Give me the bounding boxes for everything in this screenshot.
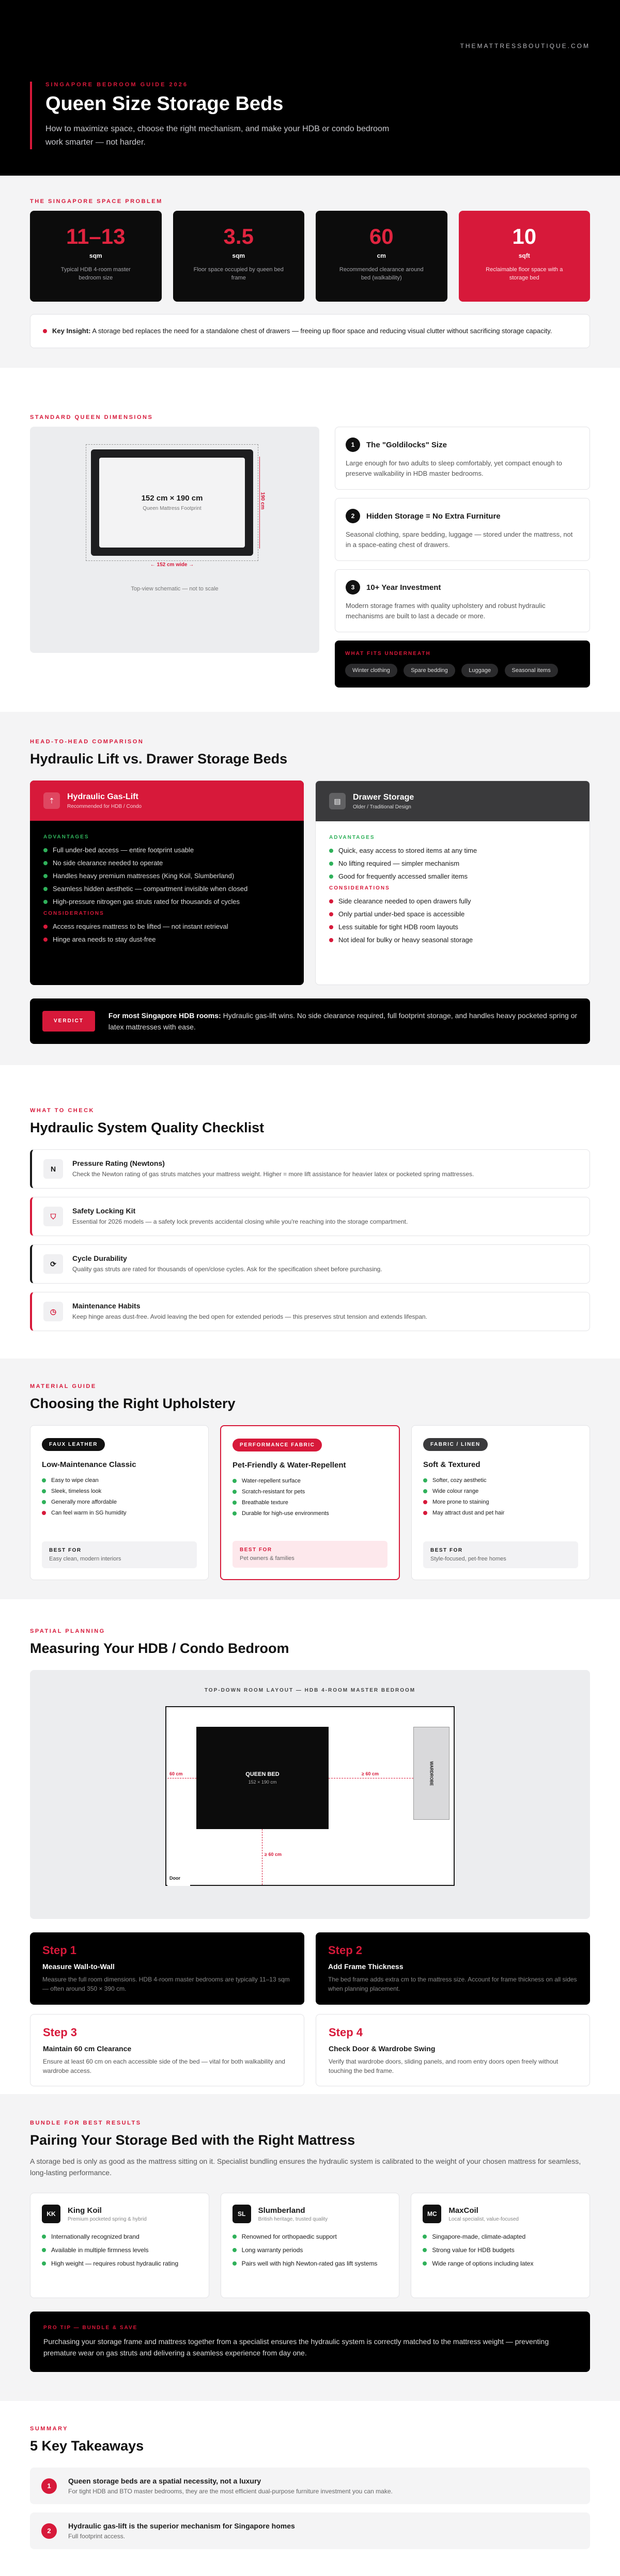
insight-label: Key Insight: bbox=[52, 327, 91, 335]
stat-value: 11–13 bbox=[66, 224, 126, 248]
shield-icon: ⛉ bbox=[43, 1207, 63, 1226]
site-brand[interactable]: THEMATTRESSBOUTIQUE.COM bbox=[460, 42, 590, 50]
checklist-item bbox=[30, 1244, 590, 1284]
stat-card bbox=[173, 211, 305, 302]
drawer-icon: ▤ bbox=[329, 793, 346, 809]
feature-desc: Large enough for two adults to sleep comfortably, yet compact enough to preserve walkability in HDB master bedrooms. bbox=[346, 459, 562, 477]
section-title: 5 Key Takeaways bbox=[30, 2438, 144, 2454]
clearance-right-label: ≥ 60 cm bbox=[362, 1771, 379, 1776]
feature-card bbox=[335, 427, 590, 490]
plan-bed-label: QUEEN BED bbox=[245, 1771, 280, 1777]
advantages-list bbox=[43, 846, 290, 905]
stat-value: 60 bbox=[369, 224, 394, 248]
list-item: Access requires mattress to be lifted — not instant retrieval bbox=[43, 923, 290, 930]
material-tag: FAUX LEATHER bbox=[42, 1438, 105, 1451]
drawer-column bbox=[315, 780, 590, 985]
list-item: High weight — requires robust hydraulic rating bbox=[42, 2259, 197, 2268]
door-label: Door bbox=[169, 1876, 180, 1881]
plan-bed bbox=[196, 1727, 329, 1829]
list-item: Durable for high-use environments bbox=[233, 1510, 388, 1517]
stat-card bbox=[30, 211, 162, 302]
section-title: Hydraulic System Quality Checklist bbox=[30, 1120, 265, 1135]
list-item: Renowned for orthopaedic support bbox=[233, 2232, 388, 2241]
clock-icon: ◷ bbox=[43, 1302, 63, 1321]
step-desc: Measure the full room dimensions. HDB 4-room master bedrooms are typically 11–13 sqm — often around 350 × 390 cm. bbox=[42, 1976, 290, 1992]
list-item: Full under-bed access — entire footprint usable bbox=[43, 846, 290, 854]
material-title: Pet-Friendly & Water-Repellent bbox=[233, 1461, 346, 1470]
number-icon: 1 bbox=[346, 438, 360, 452]
item-title: Safety Locking Kit bbox=[72, 1207, 136, 1215]
list-item: Singapore-made, climate-adapted bbox=[423, 2232, 578, 2241]
fits-title: WHAT FITS UNDERNEATH bbox=[345, 651, 431, 657]
upholstery-card-highlight bbox=[220, 1425, 400, 1580]
considerations-list bbox=[43, 923, 290, 943]
verdict-badge: VERDICT bbox=[42, 1011, 95, 1032]
stat-value: 10 bbox=[512, 224, 537, 248]
bundle-section bbox=[0, 2094, 620, 2401]
measure-section bbox=[0, 1599, 620, 2094]
item-title: Maintenance Habits bbox=[72, 1302, 141, 1310]
brand-card bbox=[221, 2193, 400, 2298]
list-item: Handles heavy premium mattresses (King Koil, Slumberland) bbox=[43, 872, 290, 880]
step-number: Step 2 bbox=[328, 1944, 363, 1957]
takeaway-item bbox=[30, 2512, 590, 2549]
section-intro: A storage bed is only as good as the mattress sitting on it. Specialist bundling ensures the hydraulic system is calibrated to the weight of your chosen mattress for seamless, long-lasting performance. bbox=[30, 2157, 581, 2177]
lift-icon: ⇡ bbox=[43, 792, 60, 809]
material-title: Soft & Textured bbox=[423, 1460, 481, 1469]
verdict-banner bbox=[30, 998, 590, 1044]
stat-card bbox=[316, 211, 447, 302]
step-title: Add Frame Thickness bbox=[328, 1962, 404, 1971]
step-card bbox=[30, 1932, 304, 2005]
list-item: Softer, cozy aesthetic bbox=[423, 1477, 578, 1484]
item-desc: Keep hinge areas dust-free. Avoid leaving the bed open for extended periods — this preserves strut tension and extends lifespan. bbox=[72, 1313, 427, 1320]
upholstery-card bbox=[411, 1425, 590, 1580]
best-for-box: BEST FOR Easy clean, modern interiors bbox=[42, 1541, 197, 1568]
section-title: Choosing the Right Upholstery bbox=[30, 1396, 236, 1411]
item-title: Pressure Rating (Newtons) bbox=[72, 1159, 165, 1167]
number-icon: 3 bbox=[346, 580, 360, 595]
section-eyebrow: MATERIAL GUIDE bbox=[30, 1383, 97, 1390]
step-desc: The bed frame adds extra cm to the mattress size. Account for frame thickness on all sides when planning placement. bbox=[328, 1976, 577, 1992]
hero-eyebrow: SINGAPORE BEDROOM GUIDE 2026 bbox=[45, 82, 188, 88]
list-item: Good for frequently accessed smaller items bbox=[329, 872, 576, 880]
verdict-text: Hydraulic gas-lift wins. No side clearance required, full footprint storage, and handles heavy pocketed spring or latex mattresses with ease. bbox=[108, 1011, 578, 1031]
takeaway-title: Hydraulic gas-lift is the superior mechanism for Singapore homes bbox=[68, 2522, 295, 2530]
fit-chip: Winter clothing bbox=[345, 664, 397, 677]
takeaway-title: Queen storage beds are a spatial necessity, not a luxury bbox=[68, 2477, 261, 2485]
feature-title: 10+ Year Investment bbox=[366, 583, 441, 592]
stats-row bbox=[30, 211, 590, 302]
step-number: Step 1 bbox=[42, 1944, 77, 1957]
step-title: Measure Wall-to-Wall bbox=[42, 1962, 115, 1971]
stat-card-highlight bbox=[459, 211, 591, 302]
column-title: Drawer Storage bbox=[353, 792, 414, 802]
step-title: Maintain 60 cm Clearance bbox=[43, 2044, 132, 2053]
list-item: No lifting required — simpler mechanism bbox=[329, 860, 576, 867]
takeaway-desc: Full footprint access. bbox=[68, 2533, 126, 2540]
space-problem-section bbox=[0, 176, 620, 368]
brand-sub: Premium pocketed spring & hybrid bbox=[68, 2216, 147, 2222]
feature-card bbox=[335, 569, 590, 632]
checklist-section bbox=[0, 1065, 620, 1359]
considerations-label: CONSIDERATIONS bbox=[43, 911, 104, 916]
pro-tip-banner bbox=[30, 2312, 590, 2372]
section-eyebrow: SUMMARY bbox=[30, 2426, 68, 2432]
section-eyebrow: WHAT TO CHECK bbox=[30, 1107, 95, 1114]
section-eyebrow: BUNDLE FOR BEST RESULTS bbox=[30, 2120, 142, 2126]
list-item: Seamless hidden aesthetic — compartment invisible when closed bbox=[43, 885, 290, 893]
clearance-bottom-label: ≥ 60 cm bbox=[265, 1852, 282, 1857]
column-title: Hydraulic Gas-Lift bbox=[67, 792, 138, 801]
brand-logo: KK bbox=[42, 2205, 60, 2223]
number-icon: 2 bbox=[346, 509, 360, 523]
brand-sub: British heritage, trusted quality bbox=[258, 2216, 328, 2222]
section-eyebrow: THE SINGAPORE SPACE PROBLEM bbox=[30, 198, 163, 205]
item-title: Cycle Durability bbox=[72, 1254, 127, 1262]
hero bbox=[0, 0, 620, 176]
feature-card bbox=[335, 498, 590, 561]
number-icon: 1 bbox=[41, 2478, 57, 2494]
list-item: Less suitable for tight HDB room layouts bbox=[329, 923, 576, 931]
list-item: Not ideal for bulky or heavy seasonal storage bbox=[329, 936, 576, 944]
bed-size: 152 cm × 190 cm bbox=[141, 494, 203, 503]
upholstery-section bbox=[0, 1359, 620, 1599]
feature-title: Hidden Storage = No Extra Furniture bbox=[366, 511, 501, 521]
material-title: Low-Maintenance Classic bbox=[42, 1460, 136, 1469]
schematic-note: Top-view schematic — not to scale bbox=[131, 586, 219, 592]
fit-chip: Luggage bbox=[461, 664, 498, 677]
pro-tip-text: Purchasing your storage frame and mattress together from a specialist ensures the hydraulic system is correctly matched to the mattress weight — preventing premature wear on gas struts and delivering a seamless experience from day one. bbox=[43, 2337, 549, 2357]
hydraulic-column bbox=[30, 780, 304, 985]
list-item: Available in multiple firmness levels bbox=[42, 2246, 197, 2254]
list-item: Sleek, timeless look bbox=[42, 1488, 197, 1494]
list-item: Side clearance needed to open drawers fully bbox=[329, 897, 576, 905]
upholstery-card bbox=[30, 1425, 209, 1580]
list-item: Strong value for HDB budgets bbox=[423, 2246, 578, 2254]
number-icon: 2 bbox=[41, 2523, 57, 2539]
page-title: Queen Size Storage Beds bbox=[45, 93, 284, 115]
brand-name: King Koil bbox=[68, 2206, 102, 2215]
item-desc: Quality gas struts are rated for thousands of open/close cycles. Ask for the specification sheet before purchasing. bbox=[72, 1266, 382, 1273]
stat-desc: Reclaimable floor space with a storage bed bbox=[486, 267, 563, 281]
bed-caption: Queen Mattress Footprint bbox=[143, 506, 202, 511]
list-item: Water-repellent surface bbox=[233, 1478, 388, 1484]
door-gap bbox=[167, 1884, 190, 1886]
list-item: Long warranty periods bbox=[233, 2246, 388, 2254]
material-tag: PERFORMANCE FABRIC bbox=[233, 1439, 322, 1451]
checklist-item bbox=[30, 1149, 590, 1189]
list-item: Pairs well with high Newton-rated gas lift systems bbox=[233, 2259, 388, 2268]
verdict-bold: For most Singapore HDB rooms: bbox=[108, 1011, 221, 1020]
pro-tip-label: PRO TIP — BUNDLE & SAVE bbox=[43, 2325, 138, 2331]
takeaway-desc: For tight HDB and BTO master bedrooms, they are the most efficient dual-purpose furniture investment you can make. bbox=[68, 2488, 393, 2495]
step-card bbox=[316, 1932, 590, 2005]
dimensions-section bbox=[0, 368, 620, 712]
what-fits-panel bbox=[335, 641, 590, 688]
list-item: Internationally recognized brand bbox=[42, 2232, 197, 2241]
section-title: Measuring Your HDB / Condo Bedroom bbox=[30, 1641, 289, 1656]
key-insight-callout bbox=[30, 314, 590, 348]
list-item: High-pressure nitrogen gas struts rated for thousands of cycles bbox=[43, 898, 290, 905]
stat-desc: Typical HDB 4-room master bedroom size bbox=[60, 267, 131, 281]
clearance-left-label: 60 cm bbox=[169, 1771, 183, 1776]
step-number: Step 4 bbox=[329, 2026, 363, 2039]
checklist-item bbox=[30, 1197, 590, 1236]
step-card bbox=[316, 2014, 590, 2086]
brand-name: MaxCoil bbox=[448, 2206, 478, 2215]
list-item: Scratch-resistant for pets bbox=[233, 1489, 388, 1495]
summary-section bbox=[0, 2401, 620, 2576]
list-item: Generally more affordable bbox=[42, 1499, 197, 1505]
bed-schematic bbox=[30, 427, 319, 653]
checklist-item bbox=[30, 1292, 590, 1331]
section-eyebrow: STANDARD QUEEN DIMENSIONS bbox=[30, 414, 153, 420]
plan-bed-dims: 152 × 190 cm bbox=[248, 1779, 277, 1785]
plan-title: TOP-DOWN ROOM LAYOUT — HDB 4-ROOM MASTER BEDROOM bbox=[204, 1688, 416, 1693]
best-for-box: BEST FOR Style-focused, pet-free homes bbox=[423, 1541, 578, 1568]
considerations-list bbox=[329, 897, 576, 944]
item-desc: Check the Newton rating of gas struts matches your mattress weight. Higher = more lift assistance for heavier latex or pocketed spring mattresses. bbox=[72, 1170, 474, 1178]
brand-logo: MC bbox=[423, 2205, 441, 2223]
stat-unit: sqm bbox=[89, 252, 102, 259]
list-item: Only partial under-bed space is accessible bbox=[329, 910, 576, 918]
fit-chip: Seasonal items bbox=[505, 664, 558, 677]
cycle-icon: ⟳ bbox=[43, 1254, 63, 1274]
width-label: ← 152 cm wide → bbox=[150, 562, 194, 568]
stat-value: 3.5 bbox=[223, 224, 254, 248]
section-title: Pairing Your Storage Bed with the Right Mattress bbox=[30, 2132, 355, 2148]
room-plan bbox=[30, 1670, 590, 1919]
list-item: Wide range of options including latex bbox=[423, 2259, 578, 2268]
step-number: Step 3 bbox=[43, 2026, 78, 2039]
advantages-label: ADVANTAGES bbox=[329, 835, 375, 840]
brand-card bbox=[30, 2193, 209, 2298]
mattress bbox=[99, 458, 245, 548]
section-title: Hydraulic Lift vs. Drawer Storage Beds bbox=[30, 751, 288, 767]
section-eyebrow: HEAD-TO-HEAD COMPARISON bbox=[30, 739, 144, 745]
section-eyebrow: SPATIAL PLANNING bbox=[30, 1628, 105, 1634]
step-title: Check Door & Wardrobe Swing bbox=[329, 2044, 436, 2053]
length-label: 190 cm bbox=[259, 492, 266, 510]
plan-wardrobe bbox=[413, 1727, 450, 1820]
list-item: May attract dust and pet hair bbox=[423, 1510, 578, 1516]
feature-desc: Seasonal clothing, spare bedding, luggage — stored under the mattress, not in a space-eating chest of drawers. bbox=[346, 530, 573, 549]
column-tag: Older / Traditional Design bbox=[353, 804, 411, 810]
list-item: Easy to wipe clean bbox=[42, 1477, 197, 1484]
stat-unit: sqft bbox=[518, 252, 530, 259]
list-item: Quick, easy access to stored items at any time bbox=[329, 847, 576, 854]
step-desc: Verify that wardrobe doors, sliding panels, and room entry doors open freely without touching the bed frame. bbox=[329, 2058, 559, 2074]
takeaway-item bbox=[30, 2468, 590, 2504]
column-tag: Recommended for HDB / Condo bbox=[67, 803, 142, 809]
wardrobe-label: WARDROBE bbox=[429, 1761, 434, 1786]
bullet-icon bbox=[43, 329, 47, 333]
newton-icon: N bbox=[43, 1159, 63, 1179]
brand-sub: Local specialist, value-focused bbox=[448, 2216, 519, 2222]
stat-unit: sqm bbox=[232, 252, 245, 259]
fit-chip: Spare bedding bbox=[404, 664, 455, 677]
advantages-label: ADVANTAGES bbox=[43, 834, 89, 840]
list-item: Can feel warm in SG humidity bbox=[42, 1510, 197, 1516]
advantages-list bbox=[329, 847, 576, 880]
stat-desc: Floor space occupied by queen bed frame bbox=[193, 267, 284, 281]
list-item: No side clearance needed to operate bbox=[43, 859, 290, 867]
feature-title: The "Goldilocks" Size bbox=[366, 440, 447, 449]
material-tag: FABRIC / LINEN bbox=[423, 1438, 488, 1451]
hero-content bbox=[30, 82, 407, 149]
considerations-label: CONSIDERATIONS bbox=[329, 885, 390, 891]
list-item: More prone to staining bbox=[423, 1499, 578, 1505]
brand-card bbox=[411, 2193, 590, 2298]
list-item: Breathable texture bbox=[233, 1500, 388, 1506]
brand-name: Slumberland bbox=[258, 2206, 305, 2215]
item-desc: Essential for 2026 models — a safety lock prevents accidental closing while you're reaching into the storage compartment. bbox=[72, 1218, 408, 1225]
step-card bbox=[30, 2014, 304, 2086]
stat-desc: Recommended clearance around bed (walkability) bbox=[339, 267, 424, 281]
stat-unit: cm bbox=[377, 252, 386, 259]
step-desc: Ensure at least 60 cm on each accessible side of the bed — vital for both walkability and wardrobe access. bbox=[43, 2058, 285, 2074]
steps-grid bbox=[30, 1932, 590, 2086]
feature-desc: Modern storage frames with quality upholstery and robust hydraulic mechanisms are built to last a decade or more. bbox=[346, 602, 546, 620]
comparison-section bbox=[0, 712, 620, 1065]
insight-text: A storage bed replaces the need for a standalone chest of drawers — freeing up floor space and reducing visual clutter without sacrificing storage capacity. bbox=[92, 327, 552, 335]
list-item: Wide colour range bbox=[423, 1488, 578, 1494]
best-for-box: BEST FOR Pet owners & families bbox=[233, 1541, 388, 1568]
hero-subtitle: How to maximize space, choose the right mechanism, and make your HDB or condo bedroom work smarter — not harder. bbox=[45, 124, 390, 147]
brand-logo: SL bbox=[233, 2205, 251, 2223]
list-item: Hinge area needs to stay dust-free bbox=[43, 935, 290, 943]
